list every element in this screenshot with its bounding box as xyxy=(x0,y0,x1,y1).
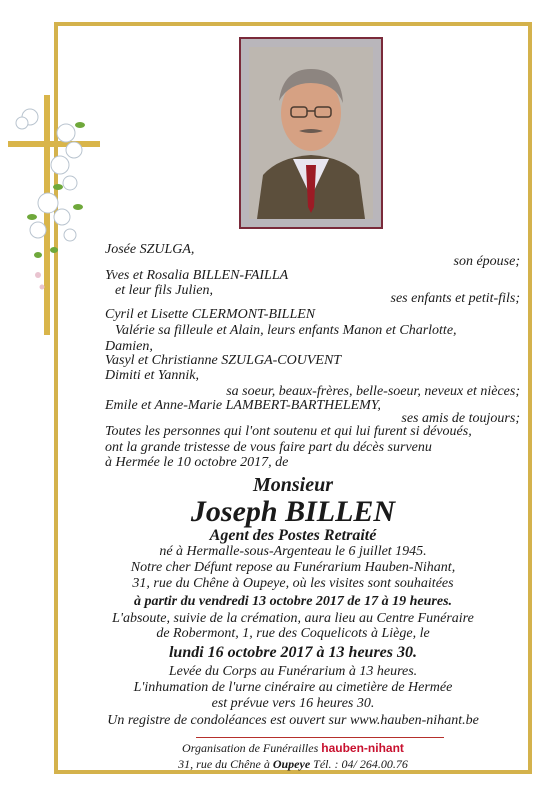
family-line: Yves et Rosalia BILLEN-FAILLA xyxy=(105,268,289,283)
ceremony-date: lundi 16 octobre 2017 à 13 heures 30. xyxy=(168,644,417,661)
intro-line: ont la grande tristesse de vous faire part du décès survenu xyxy=(105,440,432,455)
org-label: Organisation de Funérailles xyxy=(182,741,319,755)
detail-line: est prévue vers 16 heures 30. xyxy=(211,696,375,711)
phone-number: Tél. : 04/ 264.00.76 xyxy=(313,757,408,771)
intro-line: à Hermée le 10 octobre 2017, de xyxy=(105,455,289,470)
relation-line: sa soeur, beaux-frères, belle-soeur, neveux et nièces; xyxy=(226,384,520,399)
family-line: Josée SZULGA, xyxy=(105,242,195,257)
detail-line: L'absoute, suivie de la crémation, aura lieu au Centre Funéraire xyxy=(112,611,474,626)
address-text: 31, rue du Chêne à xyxy=(178,757,270,771)
occupation: Agent des Postes Retraité xyxy=(209,527,377,544)
footer-address xyxy=(54,757,532,771)
portrait-photo xyxy=(239,37,383,229)
honorific: Monsieur xyxy=(252,474,334,496)
cross-with-flowers-icon xyxy=(8,95,103,335)
relation-line: son épouse; xyxy=(453,254,520,269)
family-line: Cyril et Lisette CLERMONT-BILLEN xyxy=(105,307,316,322)
detail-line: né à Hermalle-sous-Argenteau le 6 juillet 1945. xyxy=(159,544,427,559)
footer-divider xyxy=(196,737,444,738)
relation-line: ses enfants et petit-fils; xyxy=(390,291,520,306)
family-line: Dimiti et Yannik, xyxy=(105,368,199,383)
brand-logo: hauben-nihant xyxy=(321,741,404,755)
family-line: et leur fils Julien, xyxy=(115,283,213,298)
family-line: Valérie sa filleule et Alain, leurs enfants Manon et Charlotte, xyxy=(115,323,457,338)
visit-hours: à partir du vendredi 13 octobre 2017 de 17 à 19 heures. xyxy=(133,594,453,609)
detail-line: Levée du Corps au Funérarium à 13 heures. xyxy=(168,664,418,679)
footer-org xyxy=(54,741,532,756)
portrait-man-icon xyxy=(249,47,373,219)
address-city: Oupeye xyxy=(272,757,311,771)
detail-line: 31, rue du Chêne à Oupeye, où les visites sont souhaitées xyxy=(132,576,454,591)
family-line: Emile et Anne-Marie LAMBERT-BARTHELEMY, xyxy=(105,398,381,413)
condolence-register: Un registre de condoléances est ouvert sur www.hauben-nihant.be xyxy=(107,713,479,728)
detail-line: Notre cher Défunt repose au Funérarium Hauben-Nihant, xyxy=(130,560,456,575)
family-line: Damien, xyxy=(105,339,153,354)
family-line: Vasyl et Christianne SZULGA-COUVENT xyxy=(105,353,342,368)
detail-line: L'inhumation de l'urne cinéraire au cimetière de Hermée xyxy=(133,680,453,695)
deceased-name: Joseph BILLEN xyxy=(190,495,396,528)
detail-line: de Robermont, 1, rue des Coquelicots à Liège, le xyxy=(156,626,430,641)
intro-line: Toutes les personnes qui l'ont soutenu et qui lui furent si dévoués, xyxy=(105,424,472,439)
relation-line: ses amis de toujours; xyxy=(401,411,520,426)
